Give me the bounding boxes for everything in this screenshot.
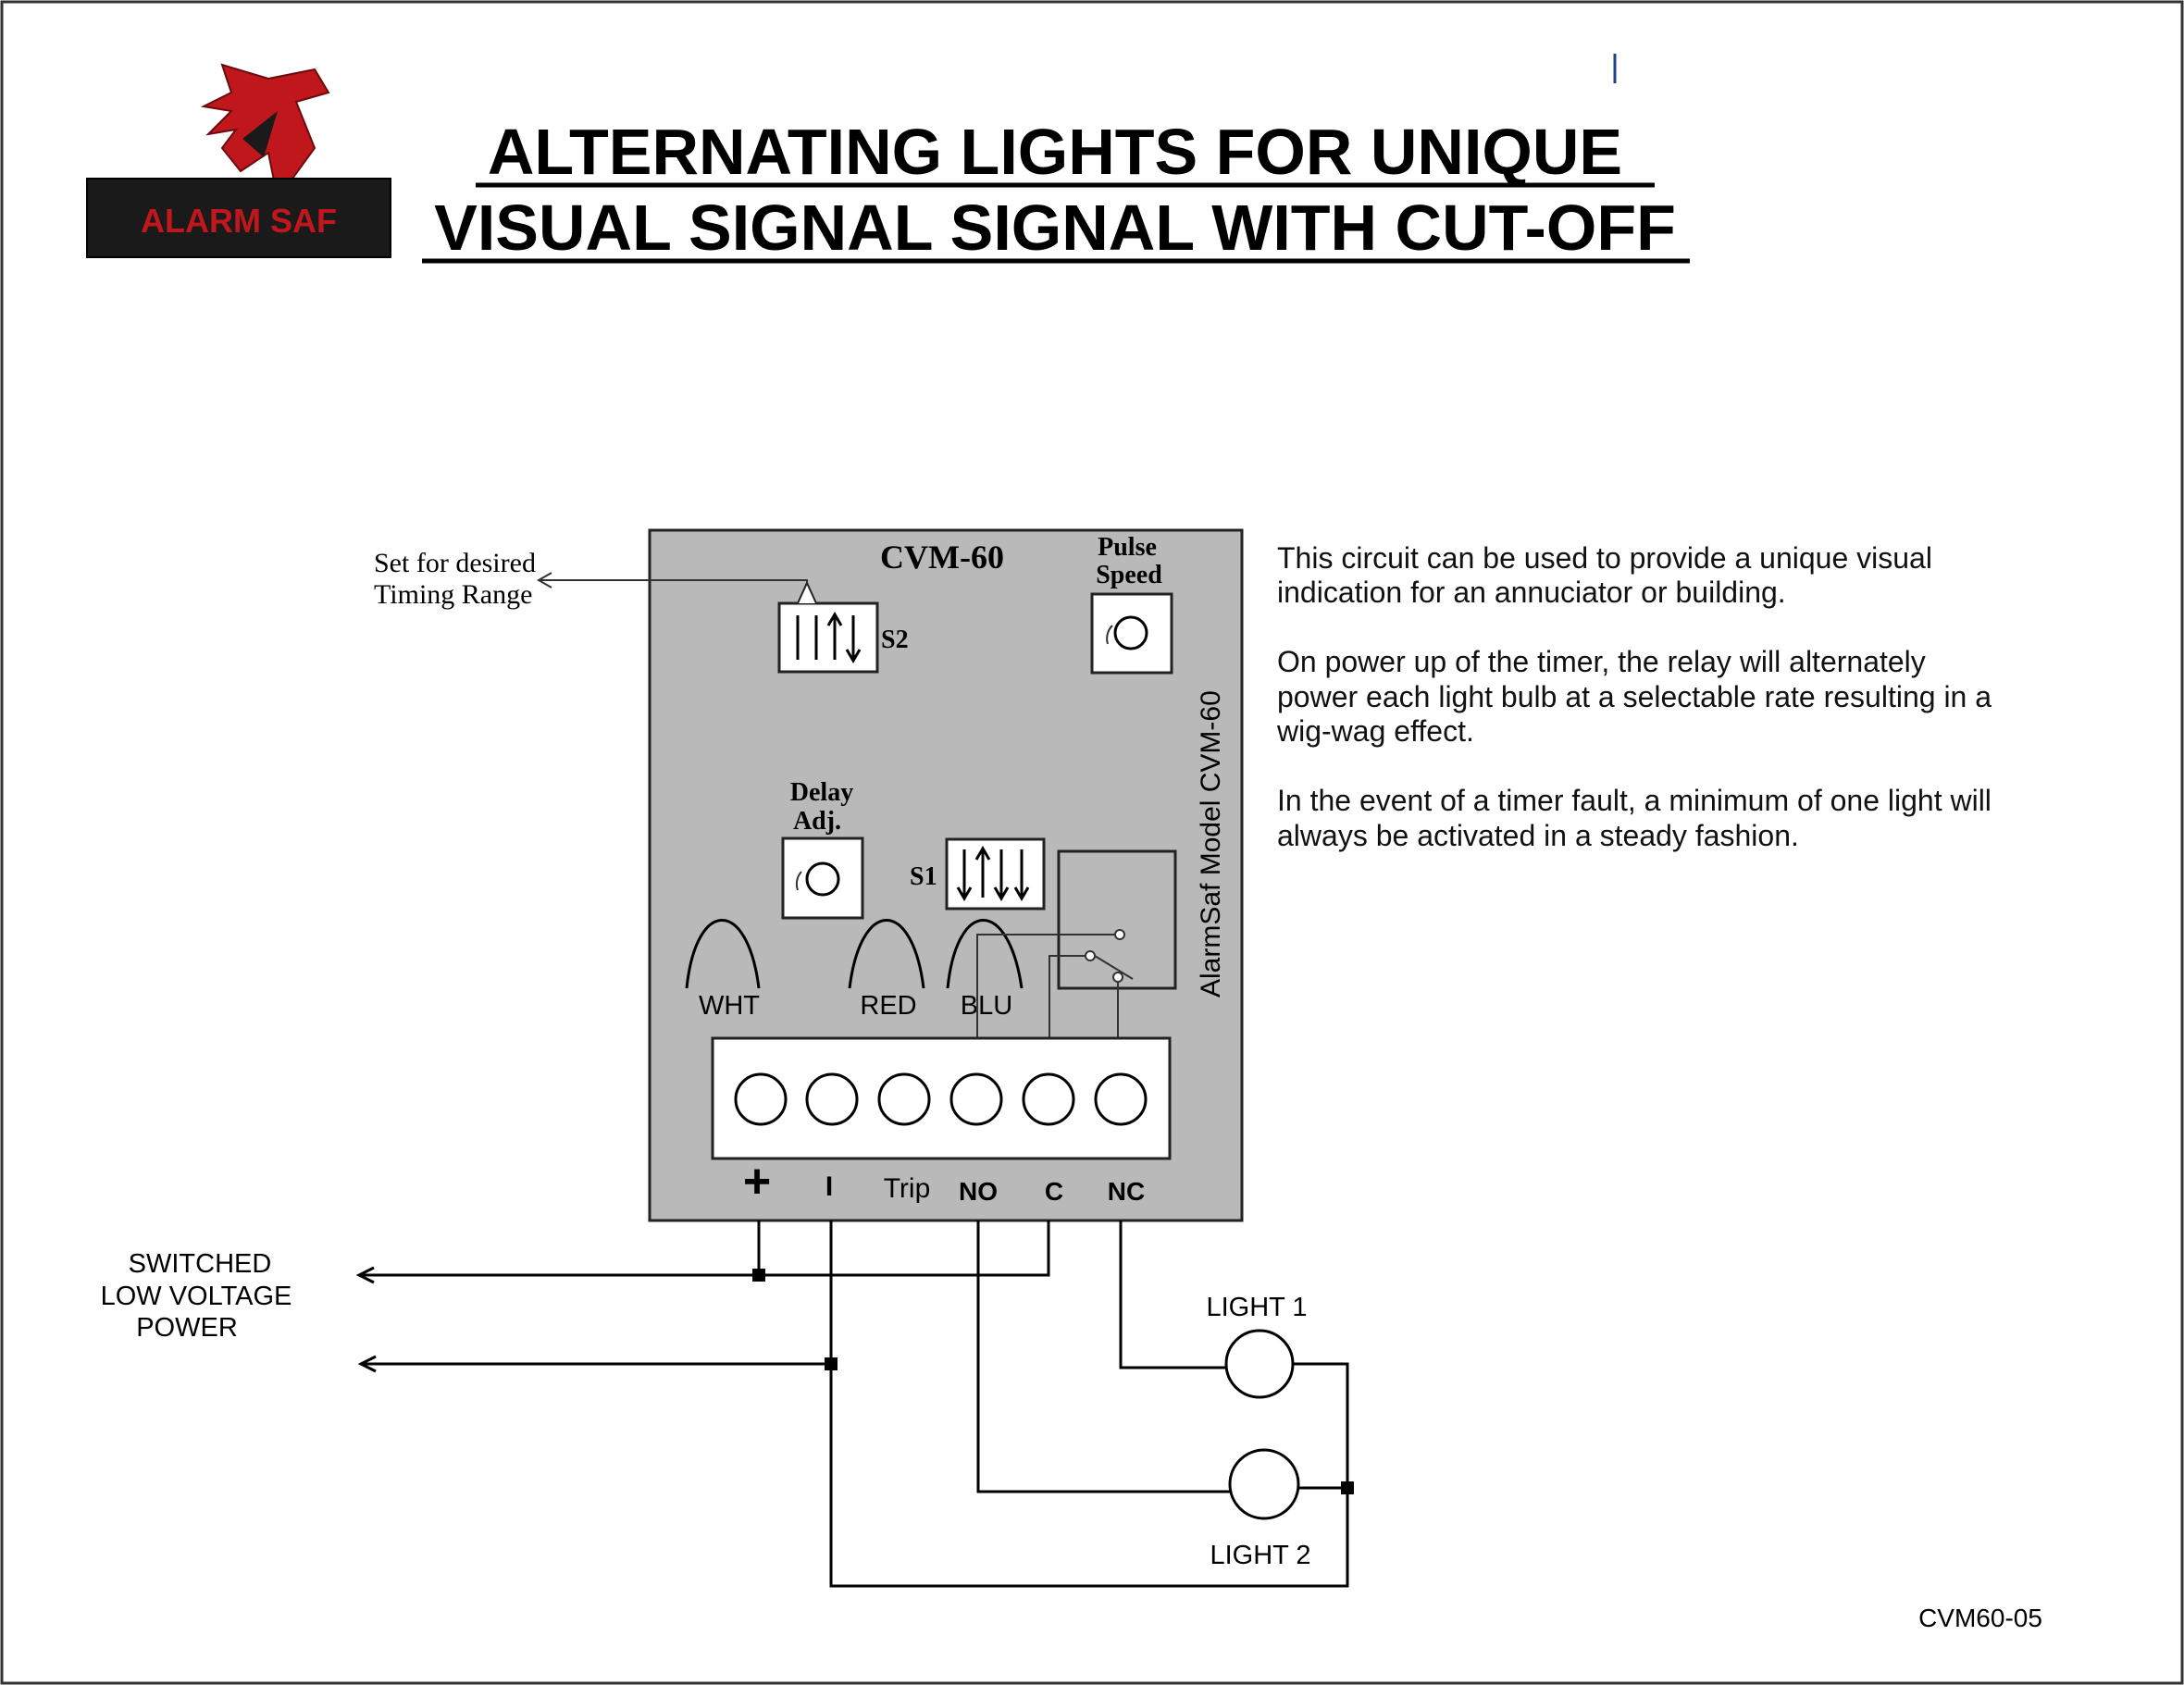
junction-dot — [1341, 1481, 1354, 1494]
desc-p3-line-1: In the event of a timer fault, a minimum of one light will — [1277, 784, 1992, 817]
s1-dip-switch[interactable] — [947, 839, 1044, 909]
terminal-label-c: C — [1044, 1177, 1064, 1206]
s2-label: S2 — [881, 626, 909, 654]
power-label-line-1: SWITCHED — [128, 1249, 272, 1279]
led-label-wht: WHT — [698, 991, 761, 1021]
junction-dot — [825, 1357, 838, 1370]
title-line-2: VISUAL SIGNAL SIGNAL WITH CUT-OFF — [434, 192, 1676, 264]
s1-frame — [947, 839, 1044, 909]
relay-common-contact — [1086, 951, 1095, 960]
terminal-screw-trip[interactable] — [879, 1074, 929, 1124]
light-2-label: LIGHT 2 — [1210, 1541, 1311, 1570]
terminal-screw-no[interactable] — [951, 1074, 1001, 1124]
pot-knob-icon — [1115, 617, 1147, 649]
desc-p1-line-2: indication for an annuciator or building. — [1277, 576, 1786, 609]
desc-p2-line-2: power each light bulb at a selectable rate resulting in a — [1277, 680, 1992, 713]
timing-note-line-2: Timing Range — [374, 579, 533, 610]
light-1-label: LIGHT 1 — [1206, 1293, 1308, 1322]
led-label-blu: BLU — [960, 991, 1013, 1021]
s1-label: S1 — [910, 862, 937, 891]
terminal-screw-nc[interactable] — [1096, 1074, 1146, 1124]
pulse-speed-label-2: Speed — [1096, 561, 1162, 589]
terminal-label-nc: NC — [1107, 1177, 1146, 1206]
relay-nc-contact — [1113, 973, 1123, 982]
desc-p3-line-2: always be activated in a steady fashion. — [1277, 819, 1799, 852]
desc-p2-line-1: On power up of the timer, the relay will alternately — [1277, 645, 1926, 678]
pulse-speed-label-1: Pulse — [1098, 533, 1157, 562]
terminal-screw-plus[interactable] — [736, 1074, 786, 1124]
relay-no-contact — [1115, 930, 1124, 939]
cvm60-module — [650, 530, 1242, 1220]
power-label-line-3: POWER — [136, 1313, 238, 1343]
light-1-bulb-icon — [1226, 1331, 1293, 1397]
terminal-label-plus: + — [742, 1155, 772, 1208]
module-name: CVM-60 — [880, 539, 1004, 576]
document-code: CVM60-05 — [1918, 1604, 2042, 1632]
s2-frame — [779, 603, 877, 672]
terminal-label-trip: Trip — [883, 1173, 931, 1204]
delay-label-2: Adj. — [792, 807, 842, 836]
desc-p2-line-3: wig-wag effect. — [1277, 714, 1474, 748]
module-side-label: AlarmSaf Model CVM-60 — [1196, 690, 1226, 997]
terminal-screw-c[interactable] — [1024, 1074, 1073, 1124]
desc-p1-line-1: This circuit can be used to provide a unique visual — [1277, 541, 1932, 575]
delay-adj-pot[interactable] — [783, 838, 862, 918]
delay-label-1: Delay — [789, 778, 854, 807]
terminal-label-no: NO — [959, 1177, 998, 1206]
logo-text: ALARM SAF — [141, 202, 337, 240]
power-label-line-2: LOW VOLTAGE — [100, 1282, 292, 1311]
terminal-label-i: I — [825, 1171, 834, 1202]
junction-dot — [752, 1269, 765, 1282]
light-2-bulb-icon — [1230, 1450, 1298, 1518]
pot-knob-icon — [807, 863, 838, 895]
title-line-1: ALTERNATING LIGHTS FOR UNIQUE — [487, 116, 1623, 188]
led-label-red: RED — [860, 991, 917, 1021]
timing-note-line-1: Set for desired — [374, 548, 536, 578]
pulse-speed-pot[interactable] — [1092, 594, 1172, 673]
terminal-screw-i[interactable] — [807, 1074, 857, 1124]
